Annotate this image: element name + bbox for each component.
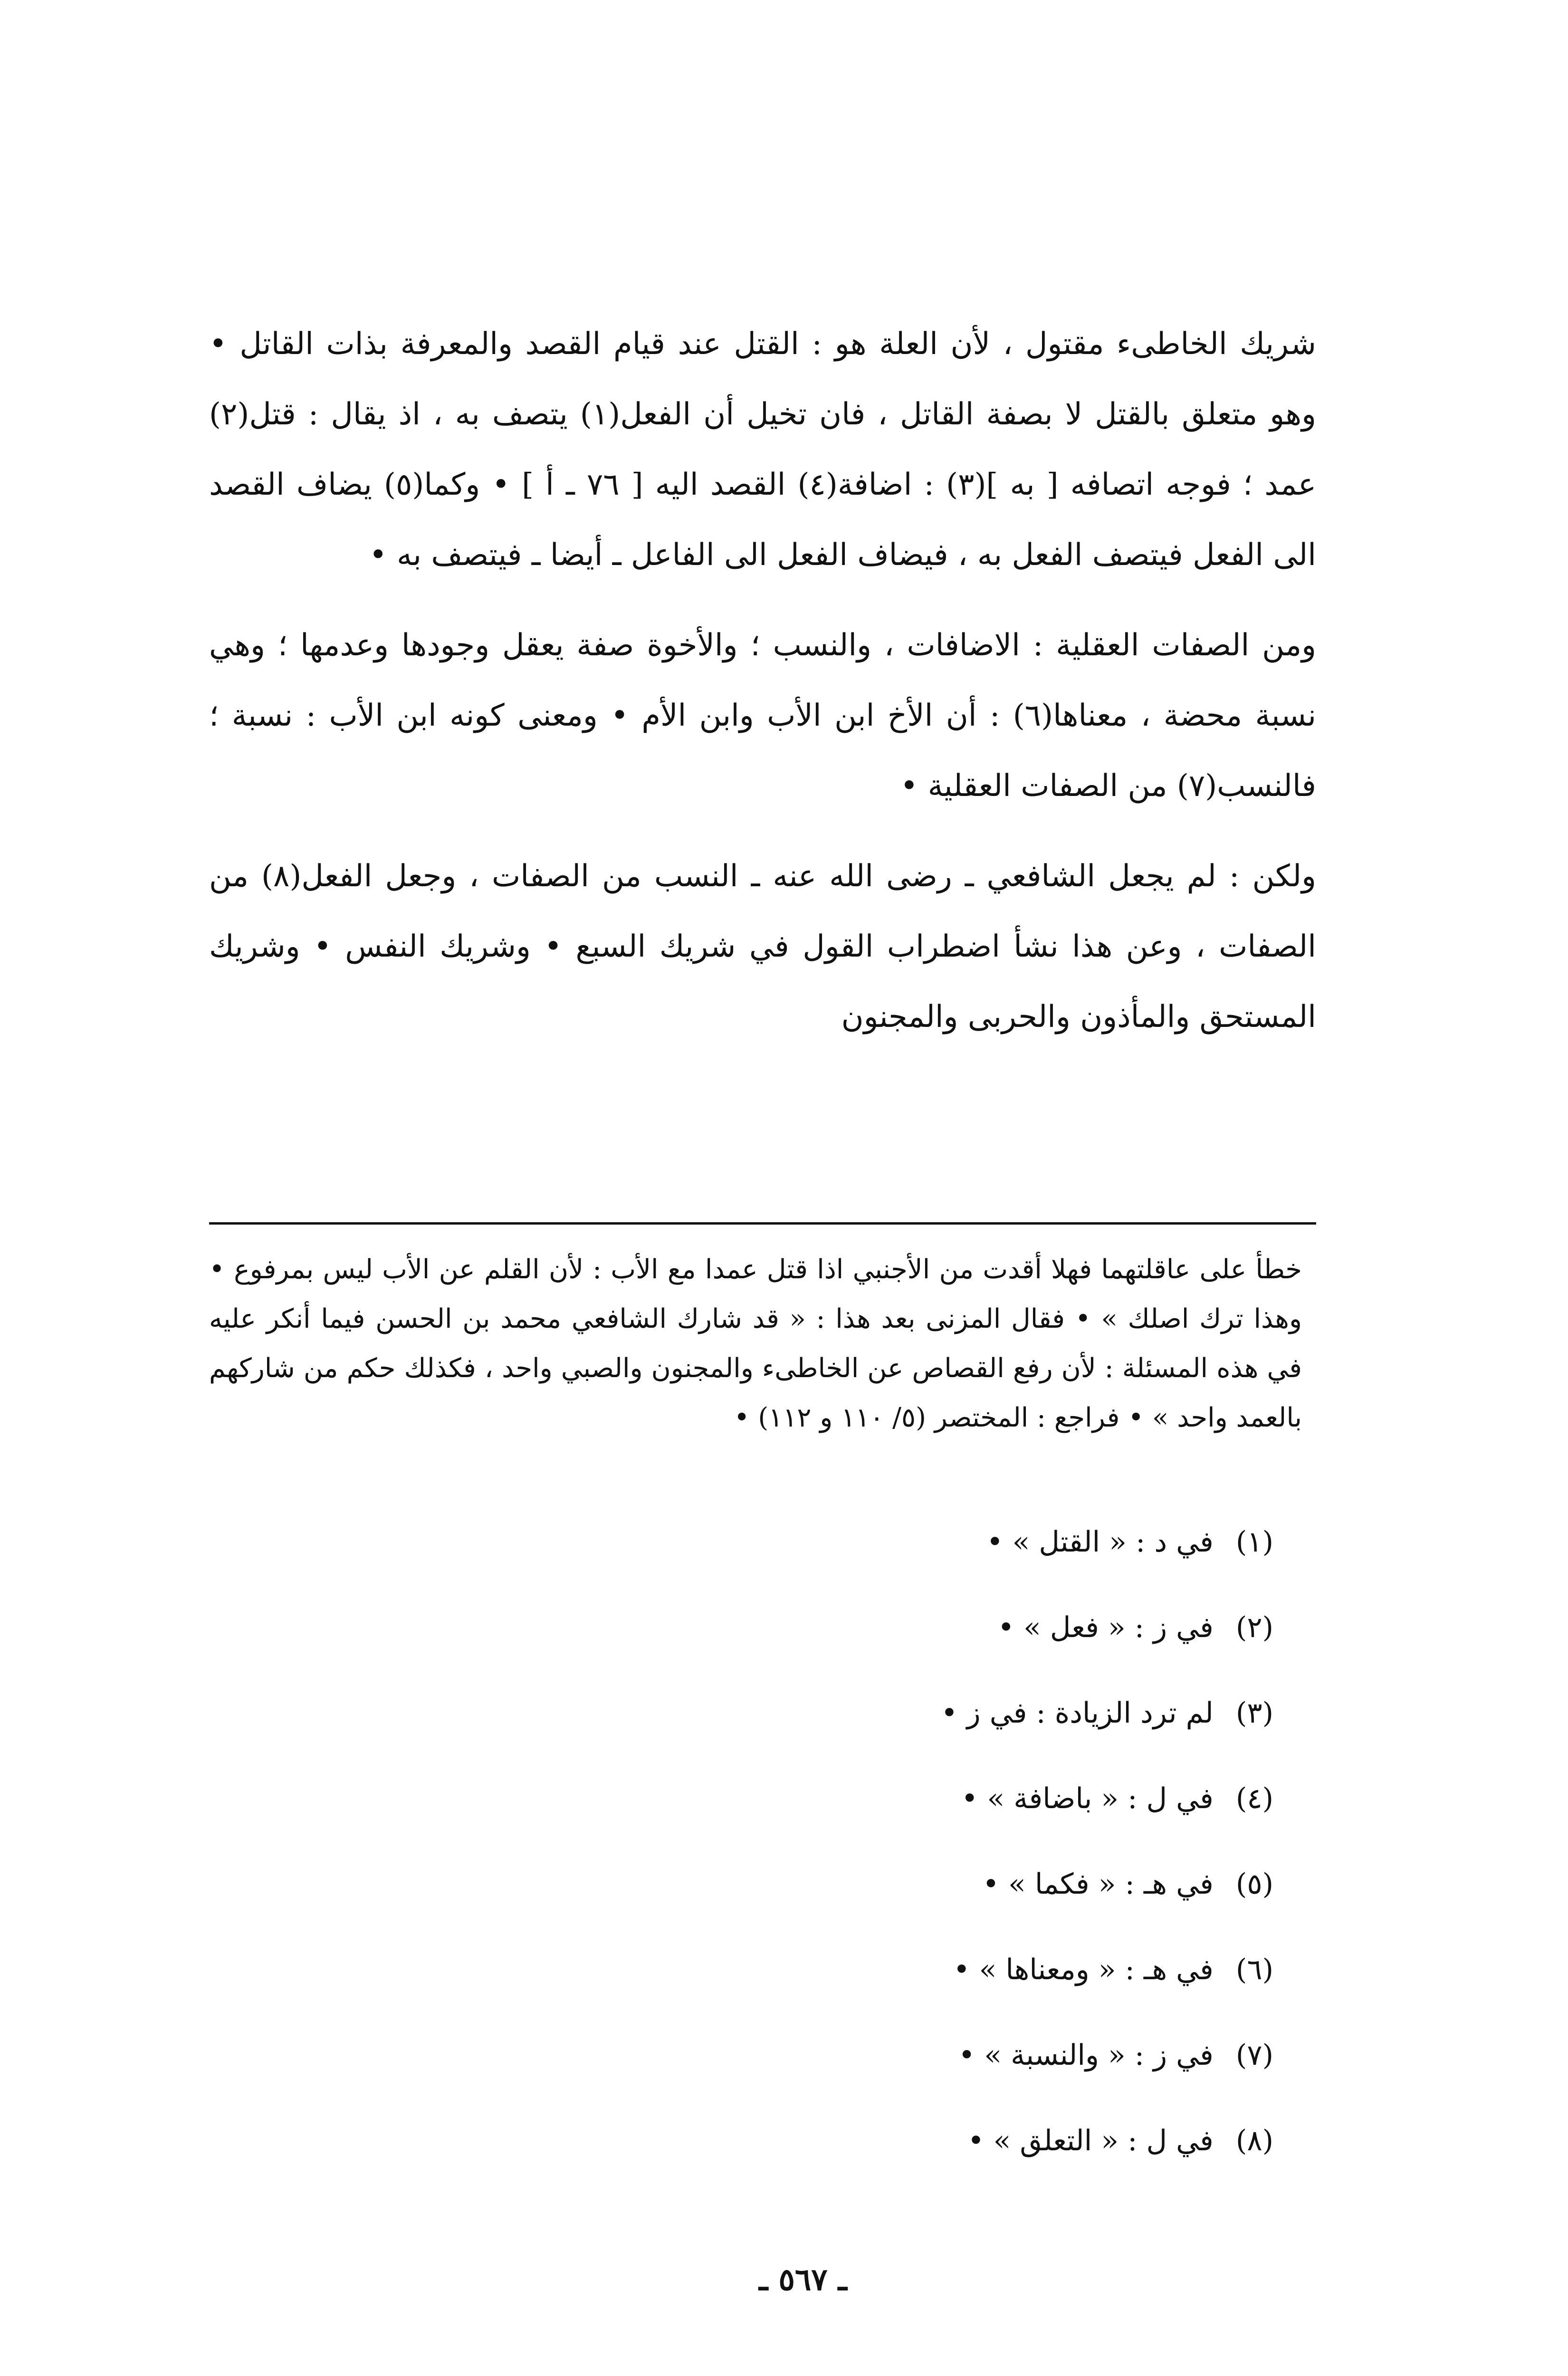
footnote-4-text: في ل : « باضافة » • (961, 1782, 1214, 1815)
footnote-4 (941, 1782, 1273, 1868)
footnote-2-number: (٢) (1235, 1611, 1273, 1644)
footnote-7-number: (٧) (1235, 2039, 1273, 2072)
footnote-7 (941, 2039, 1273, 2124)
footnote-divider (209, 1222, 1316, 1225)
footnote-2 (941, 1611, 1273, 1696)
footnote-6-number: (٦) (1235, 1953, 1273, 1986)
footnote-7-text: في ز : « والنسبة » • (958, 2039, 1214, 2072)
footnote-1 (941, 1525, 1273, 1611)
footnote-5-text: في هـ : « فكما » • (982, 1868, 1214, 1901)
footnotes-list (941, 1525, 1273, 2210)
footnote-2-text: في ز : « فعل » • (997, 1611, 1214, 1644)
main-paragraph-3: ولكن : لم يجعل الشافعي ـ رضى الله عنه ـ النسب من الصفات ، وجعل الفعل(٨) من الصفات ، وعن هذا نشأ اضطراب القول في شريك السبع • وشريك النفس • وشريك المستحق والمأذون والحربى والمجنون (209, 859, 1317, 1035)
footnote-3-number: (٣) (1235, 1696, 1273, 1730)
footnote-8-text: في ل : « التعلق » • (967, 2124, 1214, 2157)
footnote-8 (941, 2124, 1273, 2210)
page-number: ـ ٥٦٧ ـ (759, 2262, 847, 2298)
footnote-1-text: في د : « القتل » • (986, 1525, 1214, 1559)
footnote-4-number: (٤) (1235, 1782, 1273, 1815)
footnote-5 (941, 1868, 1273, 1953)
footnote-6 (941, 1953, 1273, 2039)
main-paragraph-2: ومن الصفات العقلية : الاضافات ، والنسب ؛ والأخوة صفة يعقل وجودها وعدمها ؛ وهي نسبة محضة ، معناها(٦) : أن الأخ ابن الأب وابن الأم • ومعنى كونه ابن الأب : نسبة ؛ فالنسب(٧) من الصفات العقلية • (209, 628, 1317, 804)
footnote-1-number: (١) (1235, 1525, 1273, 1559)
main-text (209, 309, 1316, 1052)
footnote-6-text: في هـ : « ومعناها » • (953, 1953, 1214, 1986)
main-paragraph-1: شريك الخاطىء مقتول ، لأن العلة هو : القتل عند قيام القصد والمعرفة بذات القاتل • وهو متعلق بالقتل لا بصفة القاتل ، فان تخيل أن الفعل(١) يتصف به ، اذ يقال : قتل(٢) عمد ؛ فوجه اتصافه [ به ](٣) : اضافة(٤) القصد اليه [ ٧٦ ـ أ ] • وكما(٥) يضاف القصد الى الفعل فيتصف الفعل به ، فيضاف الفعل الى الفاعل ـ أيضا ـ فيتصف به • (209, 326, 1317, 573)
footnote-3-text: لم ترد الزيادة : في ز • (941, 1696, 1214, 1730)
footnote-8-number: (٨) (1235, 2124, 1273, 2157)
footnote-5-number: (٥) (1235, 1868, 1273, 1901)
commentary-paragraph: خطأ على عاقلتهما فهلا أقدت من الأجنبي اذا قتل عمدا مع الأب : لأن القلم عن الأب ليس بمرفوع • وهذا ترك اصلك » • فقال المزنى بعد هذا : « قد شارك الشافعي محمد بن الحسن فيما أنكر عليه في هذه المسئلة : لأن رفع القصاص عن الخاطىء والمجنون والصبي واحد ، فكذلك حكم من شاركهم بالعمد واحد » • فراجع : المختصر (٥/ ١١٠ و ١١٢) • (209, 1254, 1302, 1433)
footnote-3 (941, 1696, 1273, 1782)
